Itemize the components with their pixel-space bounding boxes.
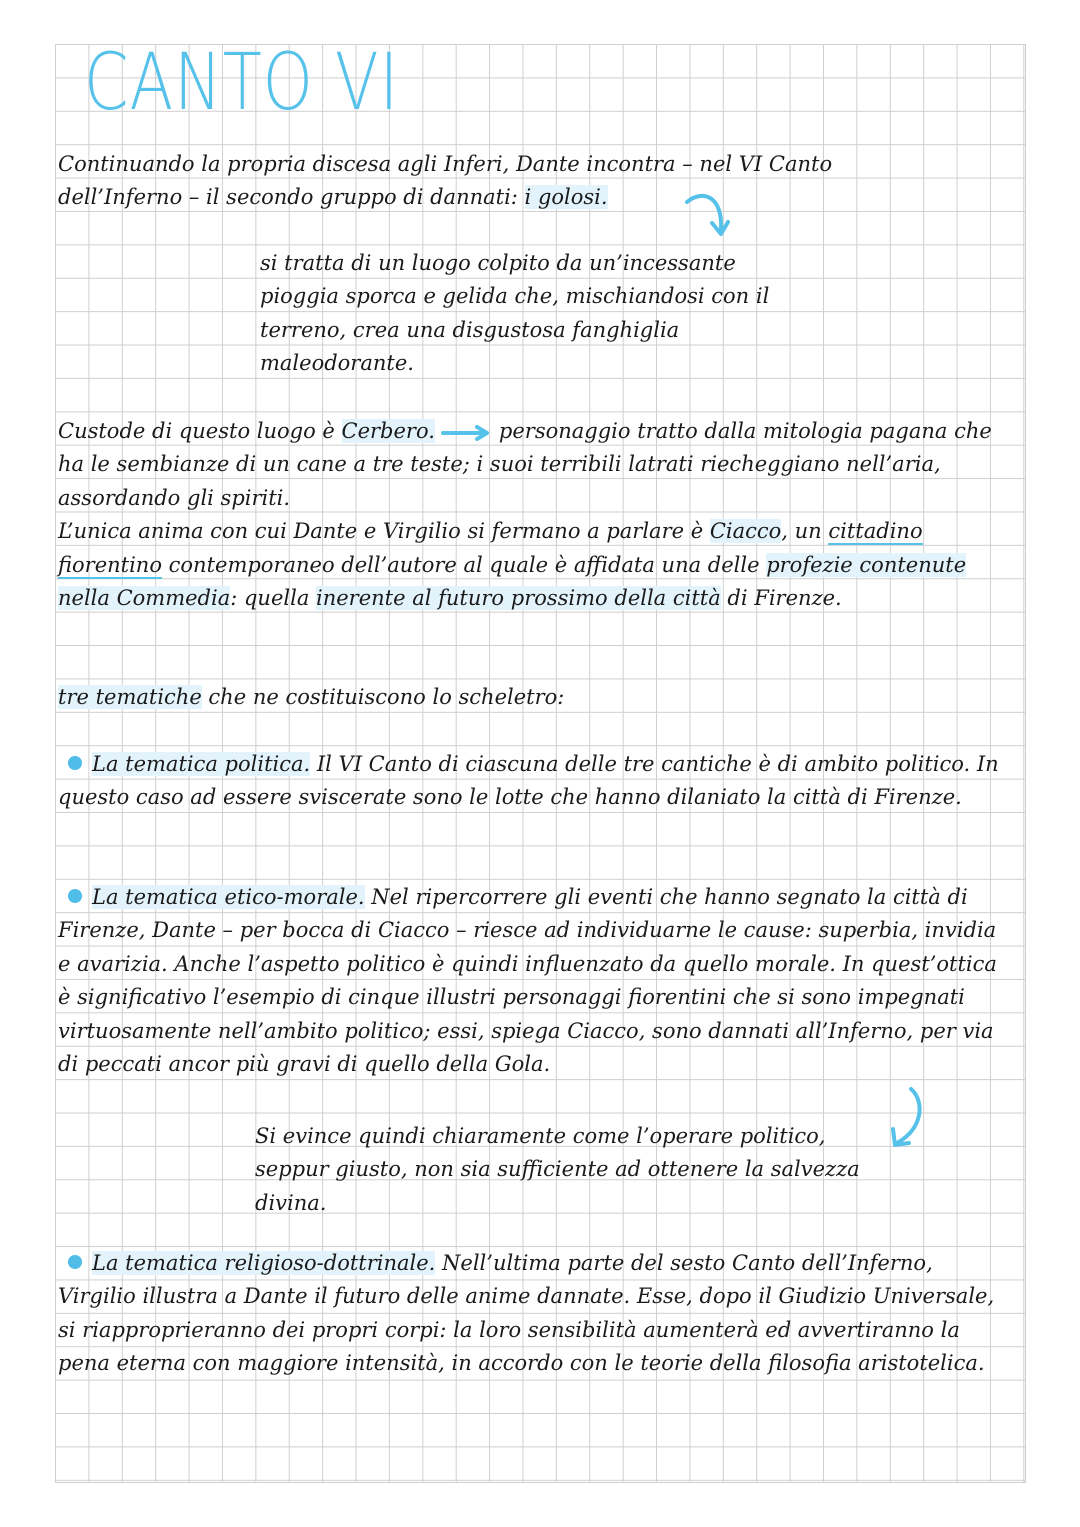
themes-intro: tre tematiche che ne costituiscono lo scheletro: xyxy=(58,685,565,709)
page-title: CANTO VI xyxy=(84,38,400,128)
citizen-underline: cittadino fiorentino xyxy=(58,519,923,577)
ciacco-highlight: Ciacco xyxy=(709,519,782,544)
prophecy-highlight: profezie contenute nella Commedia xyxy=(58,552,967,611)
curved-arrow-icon xyxy=(683,190,733,245)
cerbero-highlight: Cerbero. xyxy=(341,419,435,443)
future-highlight: inerente al futuro prossimo della città xyxy=(316,586,721,611)
bullet-icon xyxy=(68,889,82,903)
curved-arrow-icon xyxy=(887,1085,932,1155)
right-arrow-icon xyxy=(441,425,493,441)
conclusion-note: Si evince quindi chiaramente come l’operare politico, seppur giusto, non sia sufficiente ad ottenere la salvezza divina. xyxy=(255,1124,860,1215)
themes-highlight: tre tematiche xyxy=(58,685,202,709)
place-note: si tratta di un luogo colpito da un’incessante pioggia sporca e gelida che, mischiandosi con il terreno, crea una disgustosa fanghiglia maleodorante. xyxy=(260,251,770,376)
intro-paragraph: Continuando la propria discesa agli Inferi, Dante incontra – nel VI Canto dell’Inferno – il secondo gruppo di dannati: i golosi. xyxy=(58,152,833,210)
theme-title: La tematica religioso-dottrinale. xyxy=(92,1251,436,1275)
cerbero-paragraph: Custode di questo luogo è Cerbero. personaggio tratto dalla mitologia pagana che ha le sembianze di un cane a tre teste; i suoi terribili latrati riecheggiano nell’aria, assordando gli spiriti. L’unica anima con cui Dante e Virgilio si fermano a parlare è Ciacco, un cittadino fiorentino contemporaneo dell’autore al quale è affidata una delle profezie contenute nella Commedia: quella inerente al futuro prossimo della città di Firenze. xyxy=(58,419,992,611)
theme-religious: La tematica religioso-dottrinale. Nell’ultima parte del sesto Canto dell’Inferno, Virgilio illustra a Dante il futuro delle anime dannate. Esse, dopo il Giudizio Universale, si riapproprieranno dei propri corpi: la loro sensibilità aumenterà ed avvertiranno la pena eterna con maggiore intensità, in accordo con le teorie della filosofia aristotelica. xyxy=(58,1251,995,1376)
theme-title: La tematica politica. xyxy=(92,752,311,776)
theme-political: La tematica politica. Il VI Canto di ciascuna delle tre cantiche è di ambito politico. In questo caso ad essere sviscerate sono le lotte che hanno dilaniato la città di Firenze. xyxy=(58,752,999,810)
bullet-icon xyxy=(68,756,82,770)
golosi-highlight: i golosi. xyxy=(524,185,608,210)
theme-ethical: La tematica etico-morale. Nel ripercorrere gli eventi che hanno segnato la città di Firenze, Dante – per bocca di Ciacco – riesce ad individuarne le cause: superbia, invidia e avarizia. Anche l’aspetto politico è quindi influenzato da quello morale. In quest’ottica è significativo l’esempio di cinque illustri personaggi fiorentini che si sono impegnati virtuosamente nell’ambito politico; essi, spiega Ciacco, sono dannati all’Inferno, per via di peccati ancor più gravi di quello della Gola. xyxy=(58,885,997,1077)
theme-title: La tematica etico-morale. xyxy=(92,885,365,909)
bullet-icon xyxy=(68,1255,82,1269)
